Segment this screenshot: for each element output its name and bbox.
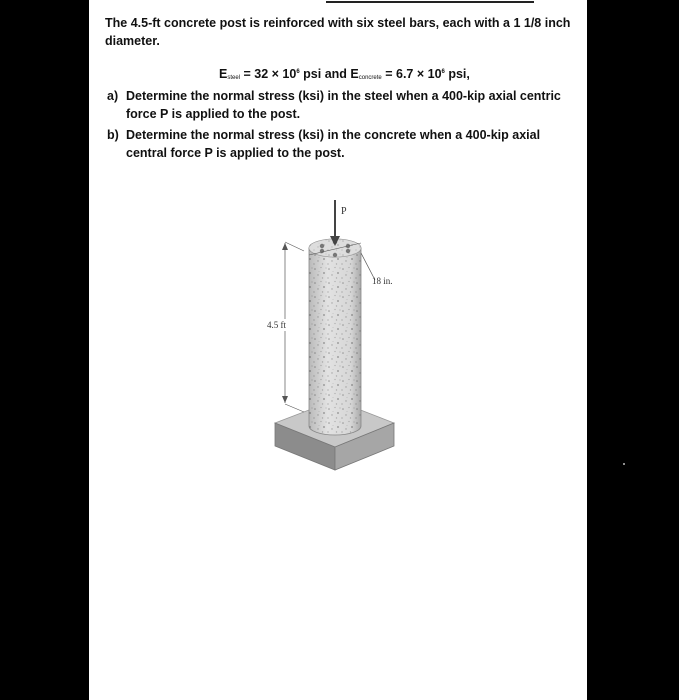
- formula-mid: psi and E: [299, 67, 359, 81]
- formula-concrete-value: = 6.7 × 10: [381, 67, 442, 81]
- question-a-label: a): [107, 89, 119, 103]
- scan-speck: [623, 463, 625, 465]
- question-a-line-2: force P is applied to the post.: [126, 107, 301, 121]
- load-label: P: [341, 206, 347, 217]
- question-b-label: b): [107, 128, 119, 142]
- height-label: 4.5 ft: [267, 320, 286, 330]
- question-b-line-2: central force P is applied to the post.: [126, 146, 345, 160]
- question-a-line-1: Determine the normal stress (ksi) in the steel when a 400-kip axial centric: [126, 89, 561, 103]
- formula-e: E: [219, 67, 228, 81]
- diameter-label: 18 in.: [372, 276, 393, 286]
- post-figure: [89, 0, 587, 700]
- question-b-line-1: Determine the normal stress (ksi) in the concrete when a 400-kip axial: [126, 128, 541, 142]
- formula-steel-exponent: 6: [296, 69, 300, 75]
- formula-steel-value: = 32 × 10: [240, 67, 297, 81]
- intro-line-1: The 4.5-ft concrete post is reinforced with six steel bars, each with a 1 1/8 inch: [105, 16, 571, 30]
- formula-concrete-subscript: concrete: [358, 75, 382, 81]
- intro-line-2: diameter.: [105, 34, 160, 48]
- formula-concrete-exponent: 6: [441, 69, 445, 75]
- document-page: [89, 0, 587, 700]
- formula-end: psi,: [444, 67, 470, 81]
- formula-steel-subscript: steel: [227, 75, 241, 81]
- concrete-post: [309, 239, 361, 435]
